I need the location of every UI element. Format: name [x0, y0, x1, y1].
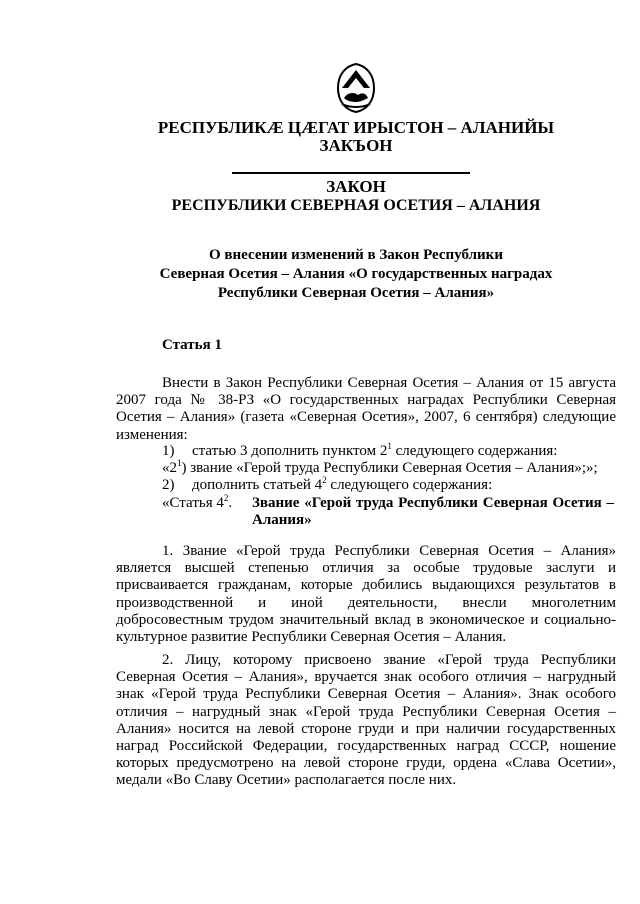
item-1-content: «$2^1$) звание «Герой труда Республики Северная Осетия – Алания»;»; [162, 458, 598, 476]
new-article-label: «Статья $4^2$. [162, 493, 233, 511]
header-republic: РЕСПУБЛИКИ СЕВЕРНАЯ ОСЕТИЯ – АЛАНИЯ [171, 197, 541, 214]
paragraph-1: 1. Звание «Герой труда Республики Северная Осетия – Алания» является высшей степенью отличия за особые трудовые заслуги и присваивается гражданам, которые добились выдающихся результатов в производственной и иной деятельности, внесли многолетним добросовестным трудом значительный вклад в экономическое и социально-культурное развитие Республики Северная Осетия – Алания. [116, 543, 616, 646]
law-title-line1: О внесении изменений в Закон Республики [209, 247, 503, 263]
law-title-line3: Республики Северная Осетия – Алания» [217, 285, 495, 301]
paragraph-2: 2. Лицу, которому присвоено звание «Герой труда Республики Северная Осетия – Алания», вручается знак особого отличия – нагрудный знак «Герой труда Республики Северная Осетия – Алания». Знак особого отличия – нагрудный знак «Герой труда Республики Северная Осетия – Алания» носится на левой стороне груди и при наличии государственных наград Российской Федерации, государственных наград СССР, ношение которых предусмотрено на левой стороне груди, ордена «Слава Осетии», медали «Во Славу Осетии» располагается после них. [116, 652, 616, 789]
coat-of-arms-icon [334, 62, 378, 114]
item-2: 2) дополнить статьей $4^2$ следующего содержания: [162, 475, 493, 493]
new-article-title: Звание «Герой труда Республики Северная Осетия – Алания» [252, 495, 614, 529]
header-osset: РЕСПУБЛИКÆ ЦÆГАТ ИРЫСТОН – АЛАНИЙЫ [157, 118, 555, 137]
header-zakon-osset: ЗАКЪОН [319, 136, 393, 155]
law-title [120, 246, 592, 303]
item-2-number: 2) [162, 477, 175, 493]
article-label: Статья 1 [162, 337, 222, 353]
header-zakon: ЗАКОН [326, 177, 386, 196]
item-1: 1) статью 3 дополнить пунктом $2^1$ следующего содержания: [162, 441, 558, 459]
header-divider [232, 172, 470, 174]
article-intro: Внести в Закон Республики Северная Осетия – Алания от 15 августа 2007 года № 38-РЗ «О государственных наградах Республики Северная Осетия – Алания» (газета «Северная Осетия», 2007, 6 сентября) следующие изменения: [116, 375, 616, 443]
item-1-number: 1) [162, 443, 175, 459]
law-title-line2: Северная Осетия – Алания «О государственных наградах [159, 266, 553, 282]
